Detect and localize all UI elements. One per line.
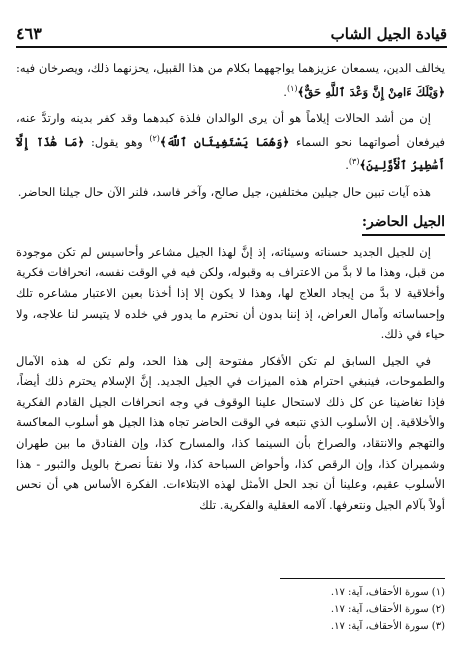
running-title: قيادة الجيل الشاب bbox=[330, 25, 447, 43]
paragraph-3: هذه آيات تبين حال جيلين مختلفين، جيل صالح، وآخر فاسد، فلنر الآن حال جيلنا الحاضر. bbox=[17, 184, 431, 199]
paragraph-1-end: . bbox=[283, 84, 287, 99]
main-text bbox=[16, 58, 445, 521]
footnotes bbox=[16, 584, 445, 635]
page-number: ٤٦٣ bbox=[16, 24, 42, 43]
paragraph-4: إن للجيل الجديد حسناته وسيئاته، إذ إنَّ لهذا الجيل مشاعر وأحاسيس لم تكن موجودة من قبل، وهذا ما لا بدَّ من الاعتراف به وقبوله، ولكن فيه في الوقت نفسه، انحرافات فكرية وأخلاقية لا بدَّ من إيجاد العلاج لها، وهذا لا يكون إلا إذا أخذنا بعين الاعتبار مشاعره تلك وإحساساته وآمال العراض، إذ إننا بدون أن نحترم ما يدور في خلده لا يتيسر لنا علاجه، ولا حياء في ذلك. bbox=[16, 244, 445, 342]
quran-verse-2: ﴿وَهُمَا يَسْتَغِيثَانِ ٱللَّهَ﴾ bbox=[159, 134, 290, 149]
section-heading: الجيل الحاضر: bbox=[362, 212, 445, 236]
paragraph-1 bbox=[16, 58, 445, 102]
footnote-3: (٣) سورة الأحقاف، آية: ١٧. bbox=[330, 621, 445, 632]
footnote-ref-2: (٢) bbox=[149, 133, 160, 143]
paragraph-2-end: . bbox=[345, 157, 349, 172]
quran-verse-3: ﴿مَا هَٰذَآ إِلَّآ أَسَٰطِيرُ ٱلْأَوَّلِينَ﴾ bbox=[16, 134, 445, 172]
footnote-divider bbox=[280, 578, 445, 579]
paragraph-1-text: يخالف الدين، يسمعان عزيزهما يواجههما بكلام من هذا القبيل، يحزنهما ذلك، ويصرخان فيه: bbox=[16, 61, 445, 75]
paragraph-2-mid: وهو يقول: bbox=[84, 134, 150, 149]
footnote-ref-3: (٣) bbox=[348, 157, 360, 167]
paragraph-2 bbox=[16, 108, 445, 176]
footnote-2: (٢) سورة الأحقاف، آية: ١٧. bbox=[330, 604, 445, 615]
paragraph-2-text: إن من أشد الحالات إيلاماً هو أن يرى الوالدان فلذة كبدهما وقد كفر بدينه وارتدَّ عنه، فيرفعان أصواتهما نحو السماء bbox=[16, 111, 446, 149]
quran-verse-1: ﴿وَيْلَكَ ءَامِنْ إِنَّ وَعْدَ ٱللَّهِ حَقٌّ﴾ bbox=[297, 84, 445, 99]
section-heading-wrapper bbox=[16, 208, 445, 242]
paragraph-5: في الجيل السابق لم تكن الأفكار مفتوحة إلى هذا الحد، ولم تكن له هذه الآمال والطموحات، فينبغي احترام هذه الميزات في الجيل الجديد. إنَّ الإسلام يحترم ذلك أيضاً، فإذا تغاضينا عن كل ذلك لاستحال علينا الوقوف في وجه انحرافات الجيل القادم الفكرية والأخلاقية. إن الأسلوب الذي نتبعه في الوقت الحاضر تجاه هذا الجيل هو أسلوب المعاكسة والتهجم والانتقاد، والصراخ بأن السينما كذا، والمسارح كذا، وإن الفنادق ما بين طهران وشميران كذا، وإن الرقص كذا، وأحواض السباحة كذا، ولا نفتأ نصرخ بالويل والثبور - هذا الأسلوب عقيم، وعلينا أن نجد الحل الأمثل لهذه الابتلاءات. الفكرة الأساس هي أن نحس أولاً بآلام الجيل ونتعرفها. آلامه العقلية والفكرية. تلك bbox=[16, 353, 445, 512]
footnote-1: (١) سورة الأحقاف، آية: ١٧. bbox=[330, 587, 445, 598]
footnote-ref-1: (١) bbox=[286, 83, 298, 93]
running-header bbox=[16, 20, 447, 48]
